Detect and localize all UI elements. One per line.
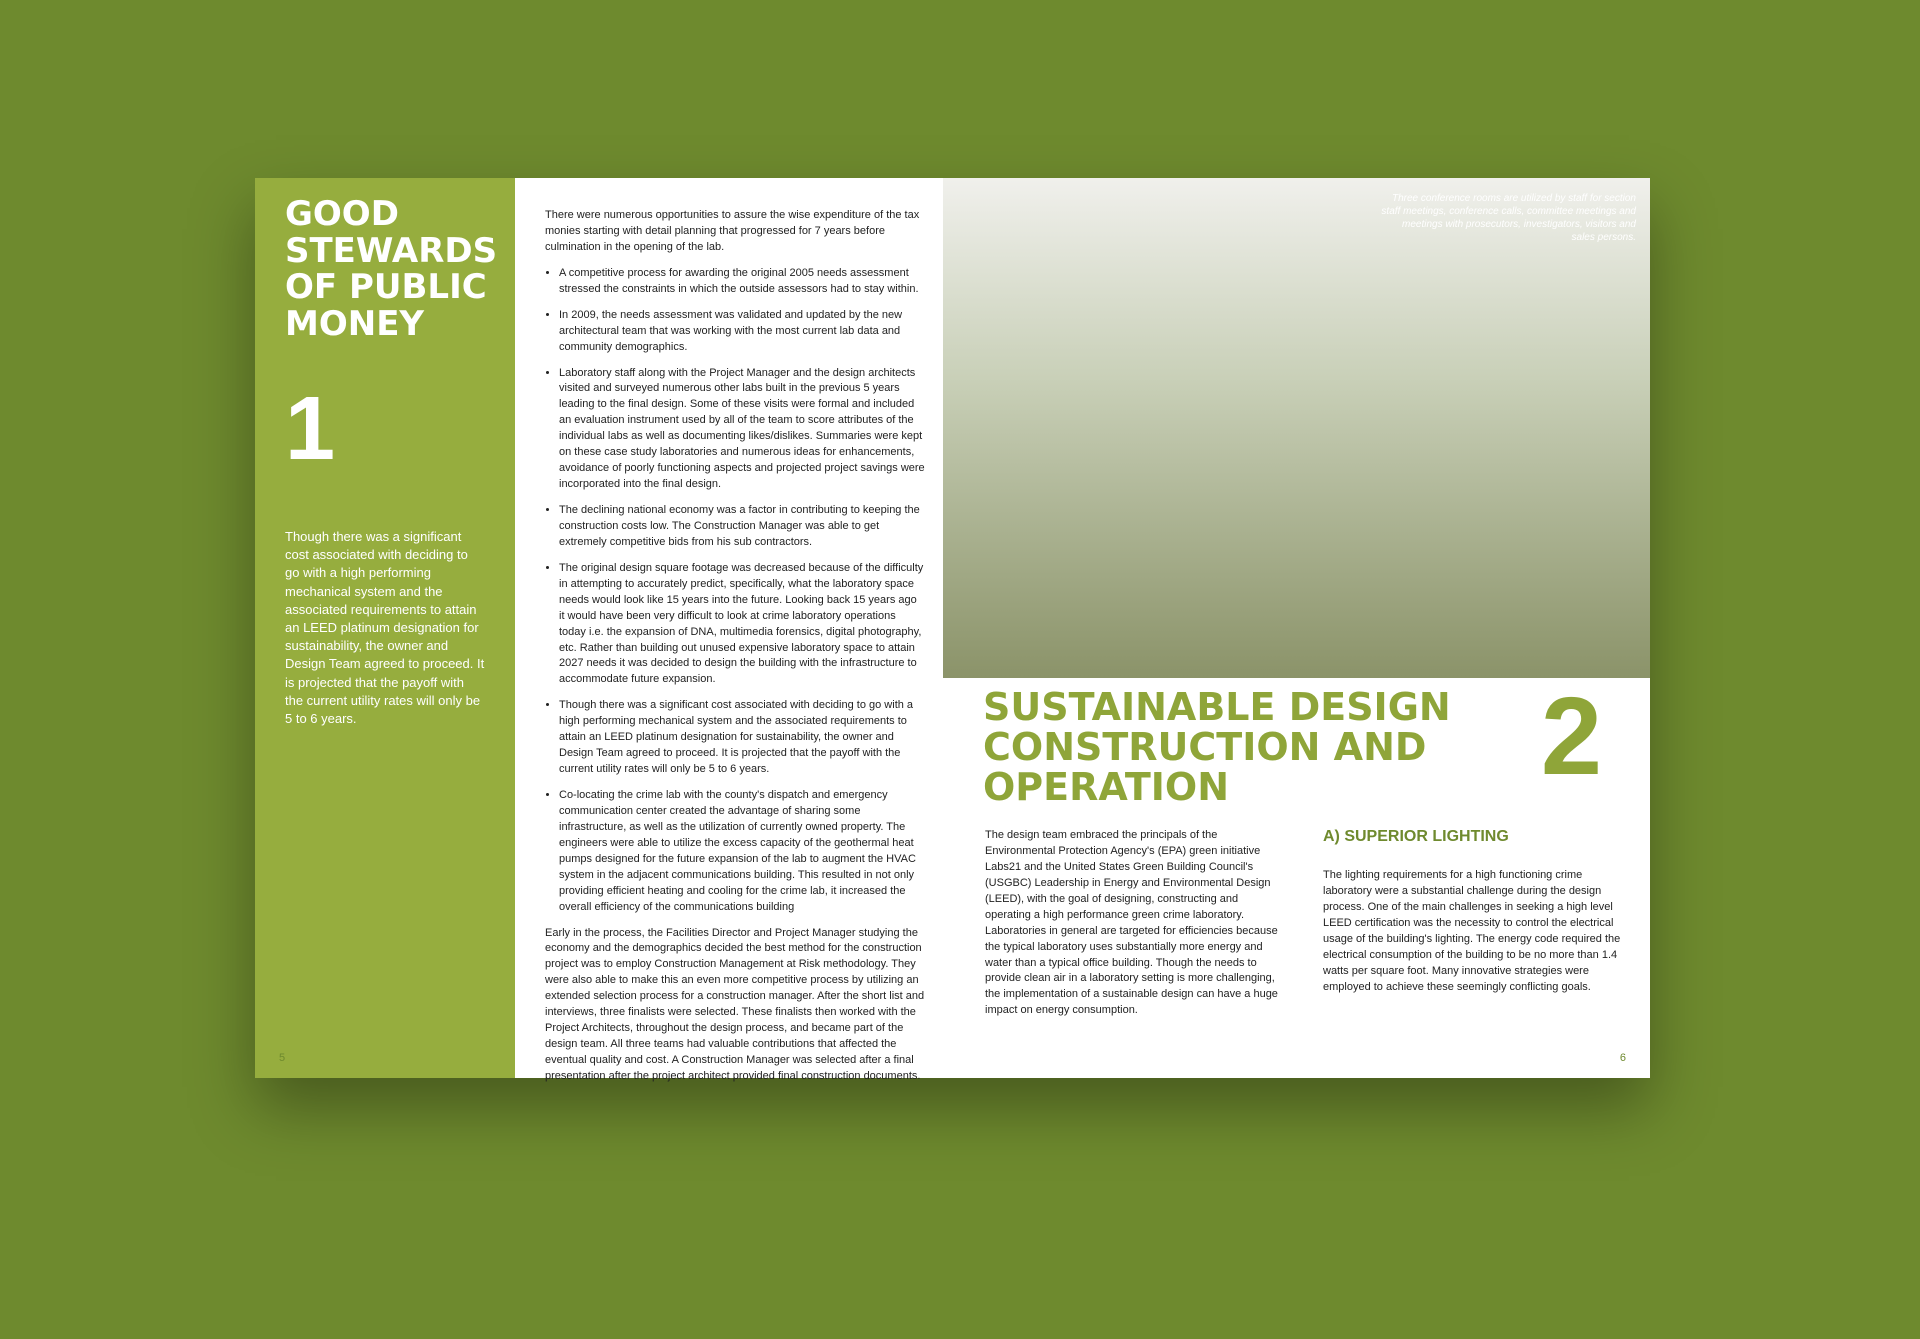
closing-paragraph: Early in the process, the Facilities Director and Project Manager studying the economy and the demographics decided the best method for the construction project was to employ Construction Management at Risk methodology. They were also able to make this an even more competitive process by utilizing an extended selection process for a construction manager. After the short list and interviews, three finalists were selected. These finalists then worked with the Project Architects, throughout the design process, and became part of the design team. All three teams had valuable contributions that affected the eventual quality and cost. A Construction Manager was selected after a final presentation after the project architect provided final construction documents.	[545, 926, 925, 1082]
body-text	[545, 208, 925, 1095]
section-number: 1	[285, 379, 336, 479]
bullet-item: • The original design square footage was decreased because of the difficulty in attempting to accurately predict, specifically, what the laboratory space needs would look like 15 years into the future. Looking back 15 years ago it would have been very difficult to look at crime laboratory operations today i.e. the expansion of DNA, multimedia forensics, digital photography, etc. Rather than building out unused expensive laboratory space to attain 2027 needs it was decided to design the building with the infrastructure to accommodate future expansion.	[559, 561, 925, 689]
title-line: MONEY	[285, 304, 425, 345]
intro-paragraph: There were numerous opportunities to assure the wise expenditure of the tax monies starting with detail planning that progressed for 7 years before culmination in the opening of the lab.	[545, 209, 920, 253]
brochure-spread	[255, 178, 1650, 1082]
page-title	[285, 194, 498, 345]
body-column-2: The lighting requirements for a high functioning crime laboratory were a substantial challenge during the design process. One of the main challenges in seeking a high level LEED certification was the necessity to control the electrical usage of the building's lighting. The energy code required the electrical consumption of the building to be no more than 1.4 watts per square foot. Many innovative strategies were employed to achieve these seemingly conflicting goals.	[1323, 869, 1621, 993]
green-side-panel	[255, 178, 515, 1078]
title-line: GOOD	[285, 194, 399, 234]
conference-room-photo	[943, 178, 1650, 678]
page-number: 5	[279, 1052, 286, 1064]
bullet-item: • Though there was a significant cost associated with deciding to go with a high performing mechanical system and the associated requirements to attain an LEED platinum designation for sustainability, the owner and Design Team agreed to proceed. It is projected that the payoff with the current utility rates will only be 5 to 6 years.	[559, 698, 925, 778]
body-column-1: The design team embraced the principals of the Environmental Protection Agency's (EPA) green initiative Labs21 and the United States Green Building Council's (USGBC) Leadership in Energy and Environmental Design (LEED), with the goal of designing, constructing and operating a high performance green crime laboratory. Laboratories in general are targeted for efficiencies because the typical laboratory uses substantially more energy and water than a typical office building. Though the needs to provide clean air in a laboratory setting is more challenging, the implementation of a sustainable design can have a huge impact on energy consumption.	[985, 829, 1278, 1017]
bullet-item: • Laboratory staff along with the Project Manager and the design architects visited and surveyed numerous other labs built in the previous 5 years leading to the final design. Some of these visits were formal and included an evaluation instrument used by all of the team to score attributes of the individual labs as well as documenting likes/dislikes. Summaries were kept on these case study laboratories and numerous ideas for enhancements, avoidance of poorly functioning aspects and projected project savings were incorporated into the final design.	[559, 366, 925, 494]
title-line: OF PUBLIC	[285, 267, 487, 308]
page-number: 6	[1619, 1052, 1626, 1064]
section-number: 2	[1540, 675, 1602, 798]
bullet-list	[545, 266, 925, 916]
title-line: STEWARDS	[285, 230, 498, 271]
title-line: SUSTAINABLE DESIGN	[983, 685, 1451, 729]
bullet-item: • A competitive process for awarding the original 2005 needs assessment stressed the constraints in which the outside assessors had to stay within.	[559, 266, 925, 298]
title-line: CONSTRUCTION AND OPERATION	[983, 724, 1427, 809]
bullet-item: • Co-locating the crime lab with the county's dispatch and emergency communication center created the advantage of sharing some infrastructure, as well as the utilization of currently owned property. The engineers were able to utilize the excess capacity of the geothermal heat pumps designed for the future expansion of the lab to augment the HVAC system in the adjacent communications building. This resulted in not only providing efficient heating and cooling for the crime lab, it increased the overall efficiency of the communications building	[559, 788, 925, 916]
sidebar-callout: Though there was a significant cost associated with deciding to go with a high performing mechanical system and the associated requirements to attain an LEED platinum designation for sustainability, the owner and Design Team agreed to proceed. It is projected that the payoff with the current utility rates will only be 5 to 6 years.	[285, 529, 485, 726]
subheading: A) SUPERIOR LIGHTING	[1323, 828, 1509, 845]
photo-caption: Three conference rooms are utilized by staff for section staff meetings, conference calls, committee meetings and meetings with prosecutors, investigators, visitors and sales persons.	[1381, 193, 1636, 243]
page-right	[943, 178, 1650, 1078]
bullet-item: • The declining national economy was a factor in contributing to keeping the construction costs low. The Construction Manager was able to get extremely competitive bids from his sub contractors.	[559, 503, 925, 551]
bullet-item: • In 2009, the needs assessment was validated and updated by the new architectural team that was working with the most current lab data and community demographics.	[559, 308, 925, 356]
page-left	[255, 178, 943, 1082]
